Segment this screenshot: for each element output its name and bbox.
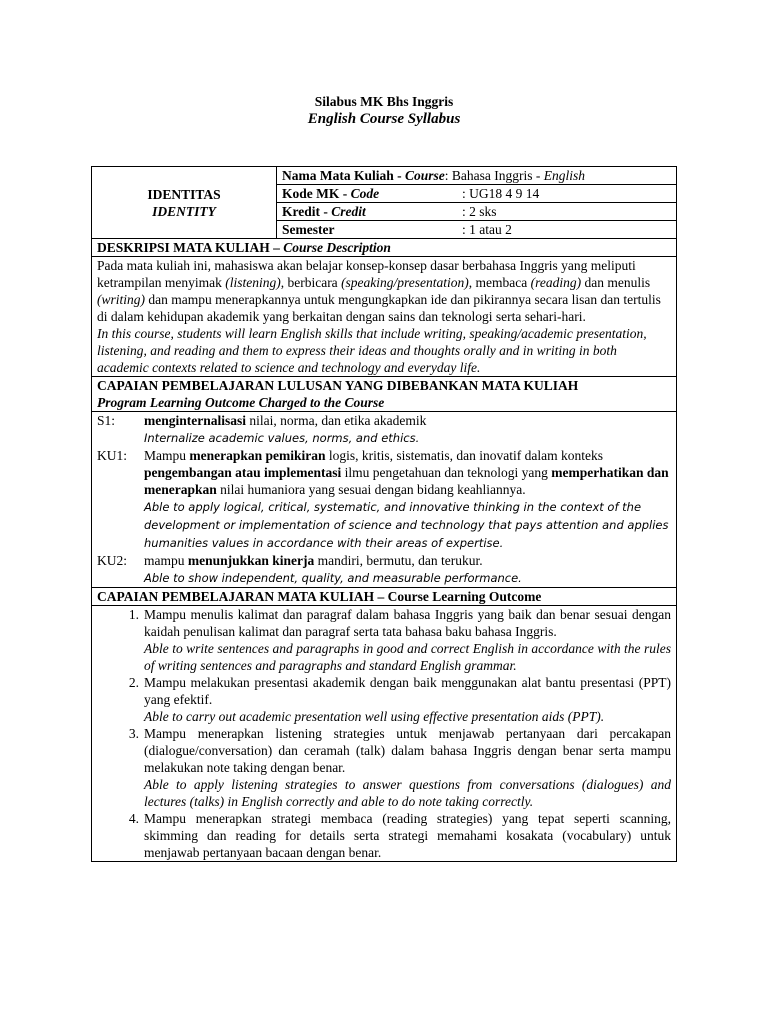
clo-heading: CAPAIAN PEMBELAJARAN MATA KULIAH – Course Learning Outcome xyxy=(92,588,677,606)
course-name-cell: Nama Mata Kuliah - Course: Bahasa Inggris - English xyxy=(277,167,677,185)
clo-heading-row xyxy=(92,588,677,606)
course-name-key-en: Course xyxy=(405,168,445,183)
code-row: Kode MK - Code : UG18 4 9 14 xyxy=(92,185,677,203)
plo-item-en: Internalize academic values, norms, and ethics. xyxy=(144,431,420,445)
description-indonesian: Pada mata kuliah ini, mahasiswa akan belajar konsep-konsep dasar berbahasa Inggris yang meliputi ketrampilan menyimak (listening), berbicara (speaking/presentation), membaca (reading) dan menulis (writing) dan mampu menerapkannya untuk mengungkapkan ide dan pikirannya secara lisan dan tertulis di dalam kehidupan akademik yang berkaitan dengan sains dan teknologi serta sehari-hari. xyxy=(97,258,661,324)
code-value: : UG18 4 9 14 xyxy=(462,186,540,201)
course-name-value: Bahasa Inggris xyxy=(451,168,533,183)
plo-item: S1: menginternalisasi nilai, norma, dan etika akademik Internalize academic values, norms, and ethics. xyxy=(97,412,671,447)
description-heading: DESKRIPSI MATA KULIAH – xyxy=(97,240,280,255)
plo-item-en: Able to apply logical, critical, systematic, and innovative thinking in the context of the development or implementation of science and technology that pays attention and applies humanities values in accordance with their areas of expertise. xyxy=(144,500,669,550)
title-indonesian: Silabus MK Bhs Inggris xyxy=(314,94,454,109)
plo-item: KU2: mampu menunjukkan kinerja mandiri, bermutu, dan terukur. Able to show independent, quality, and measurable performance. xyxy=(97,552,671,587)
plo-heading-en: Program Learning Outcome Charged to the Course xyxy=(97,395,385,410)
credit-key: Kredit xyxy=(282,204,320,219)
description-english: In this course, students will learn English skills that include writing, speaking/academic presentation, listening, and reading and them to express their ideas and thoughts orally and in writing in both academic contexts related to science and technology and everyday life. xyxy=(97,326,647,375)
credit-value: : 2 sks xyxy=(462,204,497,219)
description-heading-en: Course Description xyxy=(283,240,391,255)
code-key-en: Code xyxy=(350,186,380,201)
credit-row: Kredit - Credit : 2 sks xyxy=(92,203,677,221)
plo-body-row xyxy=(92,412,677,588)
semester-key: Semester xyxy=(282,222,335,237)
identity-label: IDENTITAS xyxy=(147,186,221,202)
code-key: Kode MK xyxy=(282,186,340,201)
plo-item: KU1: Mampu menerapkan pemikiran logis, kritis, sistematis, dan inovatif dalam konteks pengembangan atau implementasi ilmu pengetahuan dan teknologi yang memperhatikan dan menerapkan nilai humaniora yang sesuai dengan bidang keahliannya. Able to apply logical, critical, systematic, and innovative thinking in the context of the development or implementation of science and technology that pays attention and applies humanities values in accordance with their areas of expertise. xyxy=(97,447,671,552)
plo-code: S1: xyxy=(97,413,116,428)
plo-heading-row xyxy=(92,377,677,412)
identity-label-cell xyxy=(92,167,277,239)
description-heading-row xyxy=(92,239,677,257)
clo-item: 2. Mampu melakukan presentasi akademik dengan baik menggunakan alat bantu presentasi (PPT) yang efektif. Able to carry out academic presentation well using effective presentation aids (PPT). xyxy=(128,675,671,724)
description-body-row xyxy=(92,257,677,377)
course-name-key: Nama Mata Kuliah xyxy=(282,168,394,183)
identity-label-en: IDENTITY xyxy=(152,203,216,219)
plo-heading: CAPAIAN PEMBELAJARAN LULUSAN YANG DIBEBANKAN MATA KULIAH xyxy=(97,378,579,393)
syllabus-table xyxy=(91,166,677,862)
plo-code: KU1: xyxy=(97,448,127,463)
plo-code: KU2: xyxy=(97,553,127,568)
clo-item: 4. Mampu menerapkan strategi membaca (reading strategies) yang tepat seperti scanning, skimming dan reading for details serta strategi memahami kosakata (vocabulary) untuk menjawab pertanyaan bacaan dengan benar. xyxy=(128,811,671,860)
course-name-value-en: English xyxy=(543,168,586,183)
plo-item-en: Able to show independent, quality, and measurable performance. xyxy=(144,571,522,585)
title-english: English Course Syllabus xyxy=(307,111,461,127)
semester-value: : 1 atau 2 xyxy=(462,222,512,237)
clo-body-row xyxy=(92,606,677,862)
clo-item: 1. Mampu menulis kalimat dan paragraf dalam bahasa Inggris yang baik dan benar sesuai dengan kaidah penulisan kalimat dan paragraf serta tata bahasa baku bahasa Inggris. Able to write sentences and paragraphs in good and correct English in accordance with the rules of writing sentences and paragraphs and standard English grammar. xyxy=(128,607,671,673)
identity-row xyxy=(92,167,677,185)
clo-item: 3. Mampu menerapkan listening strategies untuk menjawab pertanyaan dari percakapan (dialogue/conversation) dan ceramah (talk) dalam bahasa Inggris dengan benar serta mampu melakukan note taking dengan benar. Able to apply listening strategies to answer questions from conversations (dialogues) and lectures (talks) in English correctly and able to do note taking correctly. xyxy=(128,726,671,809)
credit-key-en: Credit xyxy=(331,204,366,219)
